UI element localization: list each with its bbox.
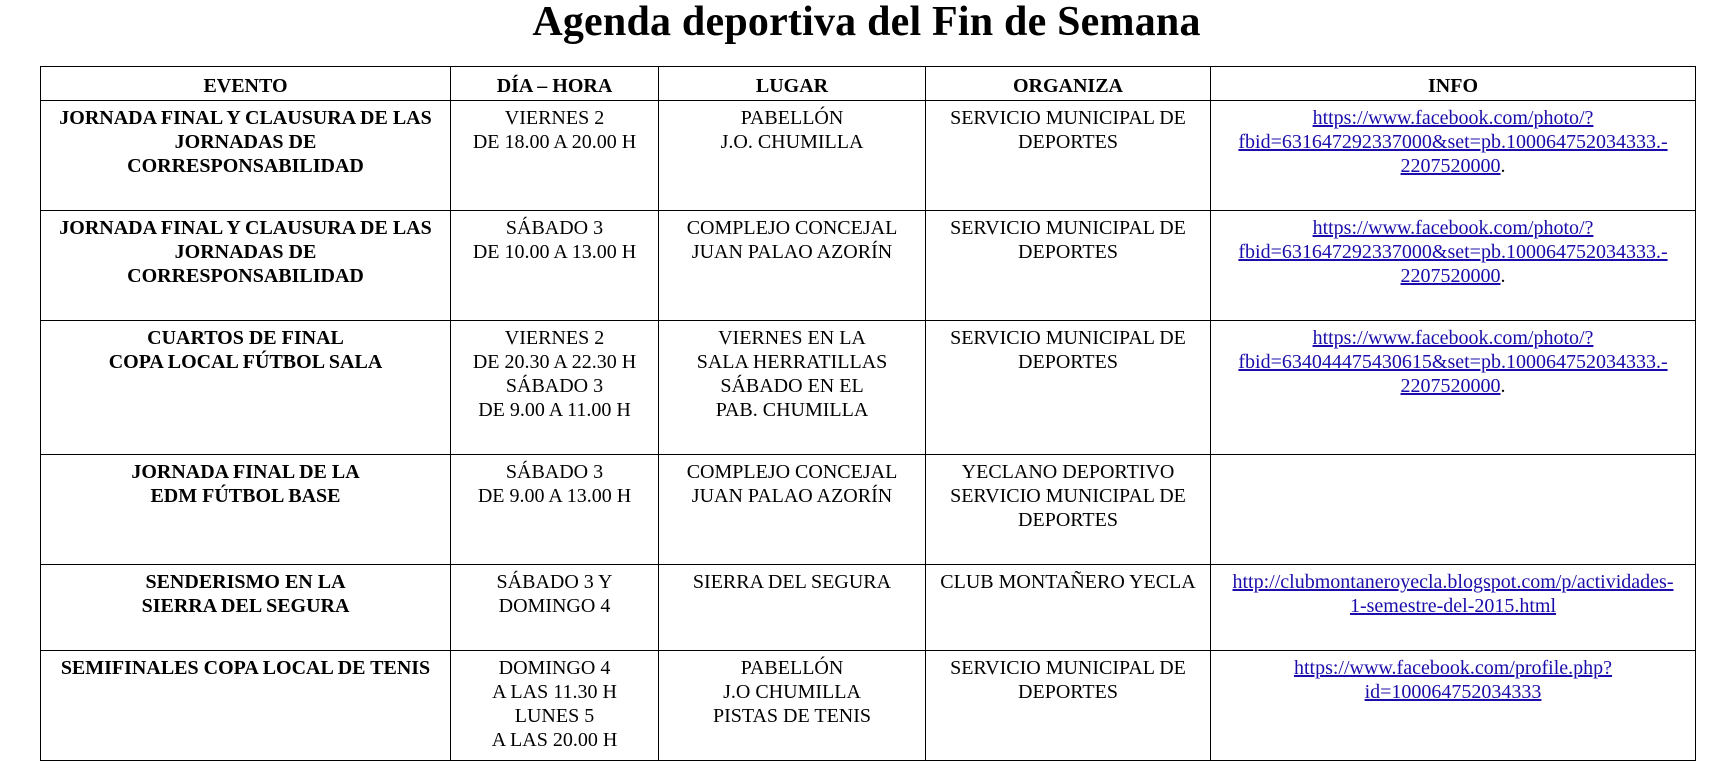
info-link[interactable]: 2207520000 .	[1217, 154, 1689, 178]
cell-evento-line: SIERRA DEL SEGURA	[141, 595, 350, 617]
cell-dia-hora-line: DOMINGO 4	[498, 657, 611, 679]
cell-lugar-line: JUAN PALAO AZORÍN	[691, 241, 893, 263]
cell-evento	[41, 101, 451, 211]
cell-organiza-line: YECLANO DEPORTIVO	[961, 461, 1175, 483]
cell-organiza	[926, 455, 1211, 565]
cell-organiza	[926, 565, 1211, 651]
cell-organiza-line: CLUB MONTAÑERO YECLA	[940, 571, 1196, 593]
info-link[interactable]: http://clubmontaneroyecla.blogspot.com/p/actividades-	[1232, 571, 1674, 593]
cell-lugar-line: SÁBADO EN EL	[720, 375, 864, 397]
table-row	[41, 455, 1696, 565]
cell-evento	[41, 211, 451, 321]
cell-dia-hora	[451, 321, 659, 455]
cell-lugar-line: PISTAS DE TENIS	[712, 705, 872, 727]
cell-lugar-line: JUAN PALAO AZORÍN	[691, 485, 893, 507]
cell-evento	[41, 321, 451, 455]
cell-evento-line: SENDERISMO EN LA	[145, 571, 346, 593]
cell-dia-hora	[451, 565, 659, 651]
cell-lugar-line: COMPLEJO CONCEJAL	[686, 461, 898, 483]
table-row	[41, 651, 1696, 761]
cell-evento-line: JORNADA FINAL Y CLAUSURA DE LAS	[59, 107, 432, 129]
cell-info	[1211, 651, 1696, 761]
cell-lugar-line: COMPLEJO CONCEJAL	[686, 217, 898, 239]
info-link[interactable]: 2207520000 .	[1217, 374, 1689, 398]
header-lugar: LUGAR	[659, 67, 926, 101]
cell-lugar-line: J.O. CHUMILLA	[720, 131, 864, 153]
cell-evento	[41, 565, 451, 651]
cell-evento-line: CUARTOS DE FINAL	[147, 327, 344, 349]
cell-dia-hora-line: VIERNES 2	[504, 327, 605, 349]
cell-organiza-line: SERVICIO MUNICIPAL DE	[950, 217, 1186, 239]
cell-organiza-line: DEPORTES	[1018, 131, 1118, 153]
cell-organiza-line: DEPORTES	[1018, 509, 1118, 531]
header-dia-hora: DÍA – HORA	[451, 67, 659, 101]
cell-organiza	[926, 651, 1211, 761]
cell-dia-hora-line: SÁBADO 3 Y	[496, 571, 613, 593]
table-row	[41, 101, 1696, 211]
cell-evento-line: SEMIFINALES COPA LOCAL DE TENIS	[60, 657, 431, 679]
cell-dia-hora-line: VIERNES 2	[504, 107, 605, 129]
table-row	[41, 565, 1696, 651]
info-link[interactable]: fbid=631647292337000&set=pb.100064752034333.-	[1238, 241, 1668, 263]
cell-lugar	[659, 321, 926, 455]
cell-info	[1211, 565, 1696, 651]
cell-evento-line: CORRESPONSABILIDAD	[127, 155, 364, 177]
cell-dia-hora-line: A LAS 11.30 H	[492, 681, 617, 703]
table-row	[41, 321, 1696, 455]
cell-lugar	[659, 455, 926, 565]
header-info: INFO	[1211, 67, 1696, 101]
info-link[interactable]: id=100064752034333	[1364, 681, 1542, 703]
cell-dia-hora-line: DE 18.00 A 20.00 H	[472, 131, 637, 153]
cell-dia-hora	[451, 101, 659, 211]
cell-organiza-line: DEPORTES	[1018, 241, 1118, 263]
cell-lugar-line: SIERRA DEL SEGURA	[692, 571, 892, 593]
cell-dia-hora-line: A LAS 20.00 H	[491, 729, 618, 751]
cell-dia-hora-line: SÁBADO 3	[505, 217, 604, 239]
cell-evento-line: JORNADAS DE	[174, 241, 317, 263]
info-link[interactable]: https://www.facebook.com/photo/?	[1312, 327, 1594, 349]
cell-lugar-line: PABELLÓN	[740, 107, 844, 129]
cell-dia-hora-line: SÁBADO 3	[505, 375, 604, 397]
cell-lugar-line: SALA HERRATILLAS	[696, 351, 888, 373]
info-link[interactable]: https://www.facebook.com/profile.php?	[1293, 657, 1613, 679]
cell-lugar	[659, 651, 926, 761]
info-link[interactable]: 1-semestre-del-2015.html	[1349, 595, 1557, 617]
cell-dia-hora-line: DE 9.00 A 11.00 H	[478, 399, 631, 421]
cell-dia-hora-line: LUNES 5	[514, 705, 595, 727]
cell-evento	[41, 651, 451, 761]
cell-dia-hora	[451, 651, 659, 761]
cell-info	[1211, 321, 1696, 455]
info-link[interactable]: 2207520000 .	[1217, 264, 1689, 288]
cell-organiza-line: SERVICIO MUNICIPAL DE	[950, 107, 1186, 129]
cell-evento-line: EDM FÚTBOL BASE	[150, 485, 341, 507]
cell-organiza	[926, 211, 1211, 321]
cell-dia-hora-line: DOMINGO 4	[498, 595, 611, 617]
cell-info	[1211, 101, 1696, 211]
cell-organiza-line: DEPORTES	[1018, 681, 1118, 703]
page-title: Agenda deportiva del Fin de Semana	[532, 0, 1201, 45]
cell-lugar	[659, 101, 926, 211]
info-link[interactable]: https://www.facebook.com/photo/?	[1312, 107, 1594, 129]
cell-organiza	[926, 101, 1211, 211]
cell-lugar-line: PAB. CHUMILLA	[715, 399, 869, 421]
info-link[interactable]: fbid=631647292337000&set=pb.100064752034333.-	[1238, 131, 1668, 153]
table-row	[41, 211, 1696, 321]
cell-dia-hora	[451, 455, 659, 565]
cell-organiza-line: SERVICIO MUNICIPAL DE	[950, 485, 1186, 507]
cell-lugar-line: PABELLÓN	[740, 657, 844, 679]
info-link[interactable]: https://www.facebook.com/photo/?	[1312, 217, 1594, 239]
cell-organiza	[926, 321, 1211, 455]
cell-lugar-line: VIERNES EN LA	[718, 327, 866, 349]
events-table	[40, 66, 1696, 761]
cell-dia-hora-line: DE 20.30 A 22.30 H	[472, 351, 637, 373]
cell-dia-hora-line: DE 9.00 A 13.00 H	[477, 485, 632, 507]
cell-info	[1211, 211, 1696, 321]
info-link[interactable]: fbid=634044475430615&set=pb.100064752034333.-	[1238, 351, 1668, 373]
header-organiza: ORGANIZA	[926, 67, 1211, 101]
cell-evento-line: COPA LOCAL FÚTBOL SALA	[108, 351, 383, 373]
cell-organiza-line: SERVICIO MUNICIPAL DE	[950, 657, 1186, 679]
cell-evento	[41, 455, 451, 565]
cell-dia-hora-line: SÁBADO 3	[505, 461, 604, 483]
cell-organiza-line: SERVICIO MUNICIPAL DE	[950, 327, 1186, 349]
cell-dia-hora	[451, 211, 659, 321]
cell-organiza-line: DEPORTES	[1018, 351, 1118, 373]
cell-lugar	[659, 211, 926, 321]
header-evento: EVENTO	[41, 67, 451, 101]
cell-lugar-line: J.O CHUMILLA	[723, 681, 861, 703]
table-header-row	[41, 67, 1696, 101]
cell-evento-line: JORNADA FINAL DE LA	[131, 461, 360, 483]
cell-evento-line: JORNADA FINAL Y CLAUSURA DE LAS	[59, 217, 432, 239]
cell-info	[1211, 455, 1696, 565]
cell-evento-line: JORNADAS DE	[174, 131, 317, 153]
cell-dia-hora-line: DE 10.00 A 13.00 H	[472, 241, 637, 263]
cell-evento-line: CORRESPONSABILIDAD	[127, 265, 364, 287]
cell-lugar	[659, 565, 926, 651]
